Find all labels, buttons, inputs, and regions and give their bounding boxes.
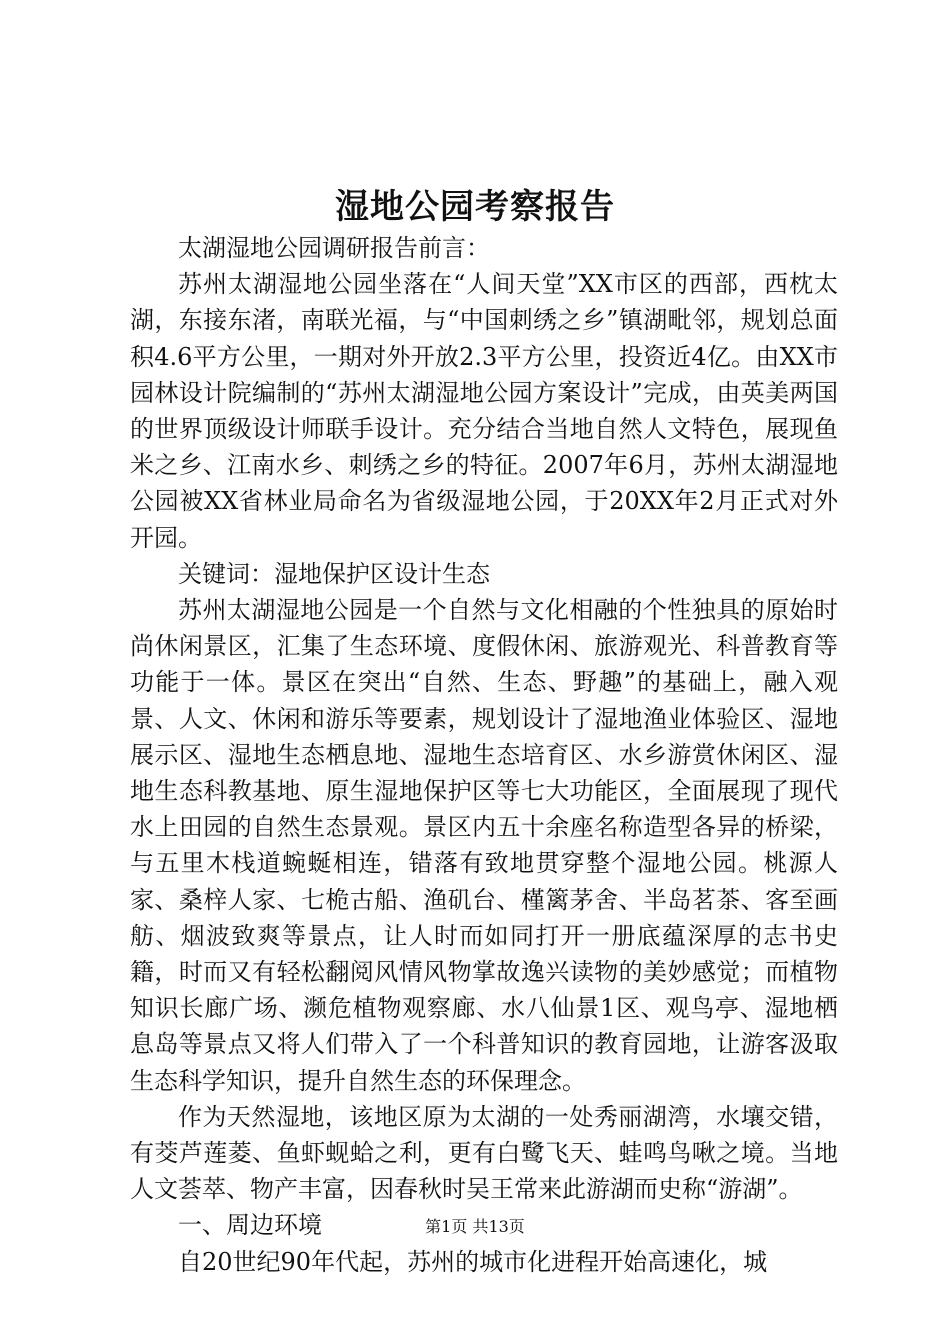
paragraph-urbanization: 自20世纪90年代起，苏州的城市化进程开始高速化，城 [178, 1247, 768, 1276]
paragraph-preface-heading: 太湖湿地公园调研报告前言： [178, 234, 490, 262]
paragraph-natural-wetland: 作为天然湿地，该地区原为太湖的一处秀丽湖湾，水壤交错，有茭芦莲菱、鱼虾蚬蛤之利，更有白鹭飞天、蛙鸣鸟啾之境。当地人文荟萃、物产丰富，因春秋时吴王常来此游湖而史称“游湖”。 [130, 1102, 838, 1204]
paragraph-keywords: 关键词：湿地保护区设计生态 [178, 559, 490, 588]
document-title: 湿地公园考察报告 [335, 187, 615, 227]
section-heading-surroundings: 一、周边环境 [178, 1211, 322, 1240]
document-body [130, 230, 838, 1280]
paragraph-park-description: 苏州太湖湿地公园是一个自然与文化相融的个性独具的原始时尚休闲景区，汇集了生态环境、度假休闲、旅游观光、科普教育等功能于一体。景区在突出“自然、生态、野趣”的基础上，融入观景、人文、休闲和游乐等要素，规划设计了湿地渔业体验区、湿地展示区、湿地生态栖息地、湿地生态培育区、水乡游赏休闲区、湿地生态科教基地、原生湿地保护区等七大功能区，全面展现了现代水上田园的自然生态景观。景区内五十余座名称造型各异的桥梁，与五里木栈道蜿蜒相连，错落有致地贯穿整个湿地公园。桃源人家、桑梓人家、七桅古船、渔矶台、槿篱茅舍、半岛茗茶、客至画舫、烟波致爽等景点，让人时而如同打开一册底蕴深厚的志书史籍，时而又有轻松翻阅风情风物掌故逸兴读物的美妙感觉；而植物知识长廊广场、濒危植物观察廊、水八仙景1区、观鸟亭、湿地栖息岛等景点又将人们带入了一个科普知识的教育园地，让游客汲取生态科学知识，提升自然生态的环保理念。 [130, 596, 838, 1095]
page-number-footer: 第1页 共13页 [425, 1217, 525, 1236]
paragraph-introduction: 苏州太湖湿地公园坐落在“人间天堂”XX市区的西部，西枕太湖，东接东渚，南联光福，与“中国刺绣之乡”镇湖毗邻，规划总面积4.6平方公里，一期对外开放2.3平方公里，投资近4亿。由XX市园林设计院编制的“苏州太湖湿地公园方案设计”完成，由英美两国的世界顶级设计师联手设计。充分结合当地自然人文特色，展现鱼米之乡、江南水乡、刺绣之乡的特征。2007年6月，苏州太湖湿地公园被XX省林业局命名为省级湿地公园，于20XX年2月正式对外开园。 [130, 270, 838, 552]
